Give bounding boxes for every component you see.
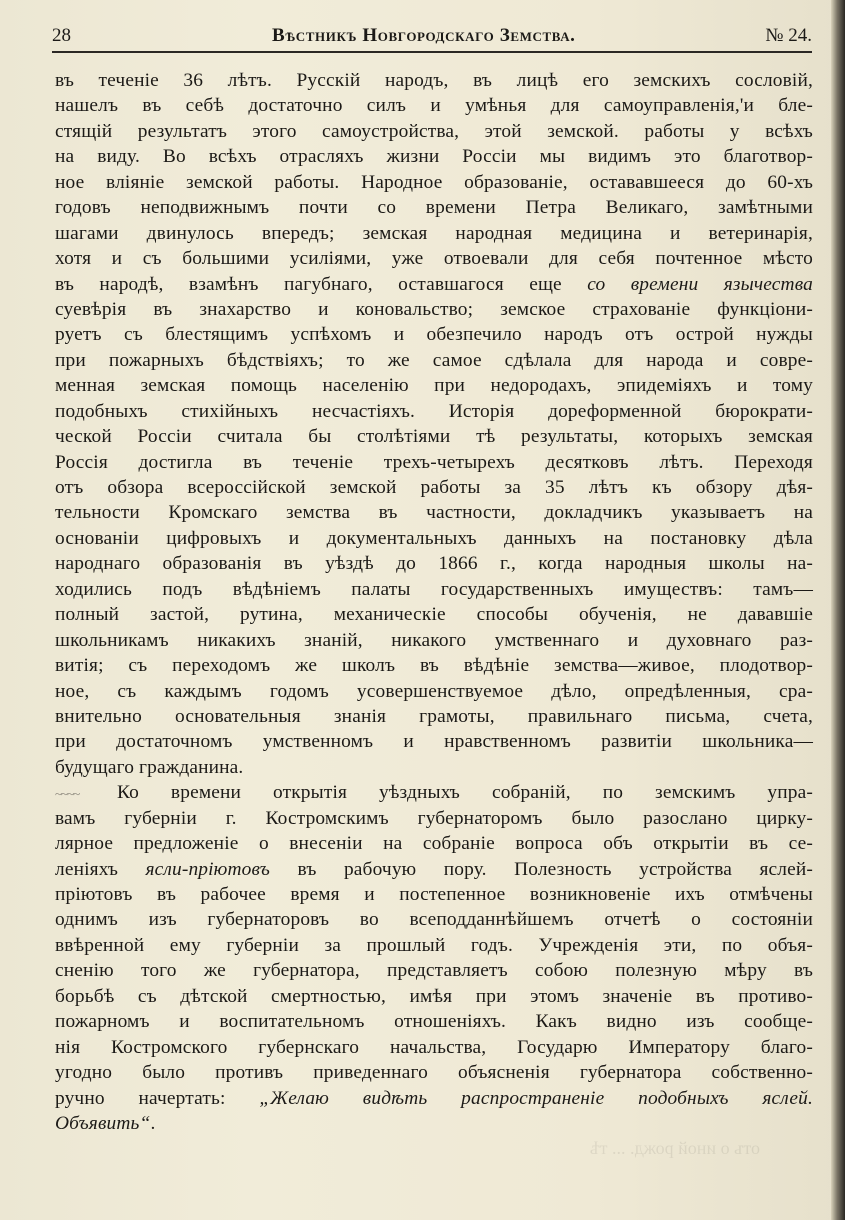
running-header [52, 22, 812, 50]
text-line [55, 1086, 813, 1111]
text-segment: леніяхъ [55, 858, 146, 880]
text-line: руетъ съ блестящимъ успѣхомъ и обезпечило народъ отъ острой нужды [55, 324, 813, 346]
text-line: нія Костромского губернскаго начальства, Государю Императору благо- [55, 1036, 813, 1058]
quote-end: . [150, 1112, 156, 1134]
paragraph-1 [55, 68, 813, 780]
text-line: шагами двинулось впередъ; земская народная медицина и ветеринарія, [55, 222, 813, 244]
text-line: отъ обзора всероссійской земской работы за 35 лѣтъ къ обзору дѣя- [55, 477, 813, 498]
text-line: ческой Россіи считала бы столѣтіями тѣ результаты, которыхъ земская [55, 426, 813, 448]
paragraph-mark: ~~~~ [55, 786, 80, 802]
bleed-through: отъ о иной рожд. ... тѣ [589, 1138, 760, 1158]
text-line: ходились подъ вѣдѣніемъ палаты государственныхъ имуществъ: тамъ— [55, 578, 813, 600]
text-line: сненію того же губернатора, представляетъ собою полезную мѣру въ [55, 960, 813, 982]
page-edge-shadow [831, 0, 845, 1220]
text-line: тельности Кромскаго земства въ частности, докладчикъ указываетъ на [55, 502, 813, 524]
text-line: угодно было противъ приведеннаго объясненія губернатора собственно- [55, 1062, 813, 1084]
text-segment: въ народѣ, взамѣнъ пагубнаго, оставшагося еще [55, 273, 562, 295]
text-line: Россія достигла въ теченіе трехъ-четырехъ десятковъ лѣтъ. Переходя [55, 451, 813, 473]
text-line: внительно основательныя знанія грамоты, правильнаго письма, счета, [55, 705, 813, 727]
text-line: ное вліяніе земской работы. Народное образованіе, остававшееся до 60-хъ [55, 171, 813, 193]
text-line: въ теченіе 36 лѣтъ. Русскій народъ, въ лицѣ его земскихъ сословій, [55, 70, 813, 91]
text-line: борьбѣ съ дѣтской смертностью, имѣя при этомъ значеніе въ противо- [55, 985, 813, 1007]
page-number: 28 [52, 25, 71, 46]
text-segment: въ рабочую пору. Полезность устройства яслей- [270, 858, 814, 880]
paragraph-2-lines [55, 806, 813, 1086]
text-line [55, 1111, 813, 1136]
text-line: пріютовъ въ рабочее время и постепенное возникновеніе ихъ отмѣчены [55, 884, 813, 905]
body-text [55, 68, 813, 1136]
quote-intro: ручно начертать: [55, 1087, 226, 1109]
text-line: при достаточномъ умственномъ и нравственномъ развитіи школьника— [55, 731, 813, 753]
imperial-quote-part-2: Объявить“ [55, 1112, 151, 1134]
text-line: однимъ изъ губернаторовъ во всеподданнѣйшемъ отчетѣ о состояніи [55, 909, 813, 931]
text-line: полный застой, рутина, механическіе способы обученія, не дававшіе [55, 604, 813, 626]
emphasized-term: со времени язычества [561, 273, 813, 295]
issue-number: № 24. [765, 25, 812, 46]
text-line: основаніи цифровыхъ и документальныхъ данныхъ на постановку дѣла [55, 527, 813, 549]
emphasized-term: ясли-пріютовъ [145, 858, 271, 880]
paragraph-2 [55, 780, 813, 1136]
text-line [55, 780, 813, 805]
text-line: школьникамъ никакихъ знаній, никакого умственнаго и духовнаго раз- [55, 629, 813, 651]
imperial-quote-part-1: „Желаю видѣть распространеніе подобныхъ яслей. [259, 1087, 813, 1109]
journal-title: Вѣстникъ Новгородскаго Земства. [272, 25, 576, 46]
text-line: вамъ губерніи г. Костромскимъ губернаторомъ было разослано цирку- [55, 807, 813, 829]
text-line: годовъ неподвижнымъ почти со времени Петра Великаго, замѣтными [55, 197, 813, 219]
text-line: пожарномъ и воспитательномъ отношеніяхъ. Какъ видно изъ сообще- [55, 1011, 813, 1033]
text-line: лярное предложеніе о внесеніи на собраніе вопроса объ открытіи въ се- [55, 833, 813, 855]
text-line: будущаго гражданина. [55, 756, 244, 778]
text-line [55, 857, 813, 882]
header-rule [52, 51, 812, 53]
text-line: при пожарныхъ бѣдствіяхъ; то же самое сдѣлала для народа и совре- [55, 349, 813, 371]
text-line: витія; съ переходомъ же школъ въ вѣдѣніе земства—живое, плодотвор- [55, 655, 813, 677]
text-line: менная земская помощь населенію при недородахъ, эпидеміяхъ и тому [55, 375, 813, 397]
text-line [55, 272, 813, 297]
text-line: хотя и съ большими усиліями, уже отвоевали для себя почтенное мѣсто [55, 248, 813, 270]
paragraph-2-first-line: Ко времени открытія уѣздныхъ собраній, по земскимъ упра- [117, 782, 813, 804]
text-line: суевѣрія въ знахарство и коновальство; земское страхованіе функціони- [55, 298, 813, 320]
text-line: ввѣренной ему губерніи за прошлый годъ. Учрежденія эти, по объя- [55, 934, 813, 956]
text-line: подобныхъ стихійныхъ несчастіяхъ. Исторія дореформенной бюрократи- [55, 400, 813, 422]
text-line: народнаго образованія въ уѣздѣ до 1866 г., когда народныя школы на- [55, 553, 813, 575]
text-line: стящій результатъ этого самоустройства, этой земской. работы у всѣхъ [55, 120, 813, 142]
text-line: ное, съ каждымъ годомъ усовершенствуемое дѣло, опредѣленныя, сра- [55, 680, 813, 702]
text-line: на виду. Во всѣхъ отрасляхъ жизни Россіи мы видимъ это благотвор- [55, 146, 813, 168]
text-line: нашелъ въ себѣ достаточно силъ и умѣнья для самоуправленія,'и бле- [55, 95, 813, 117]
